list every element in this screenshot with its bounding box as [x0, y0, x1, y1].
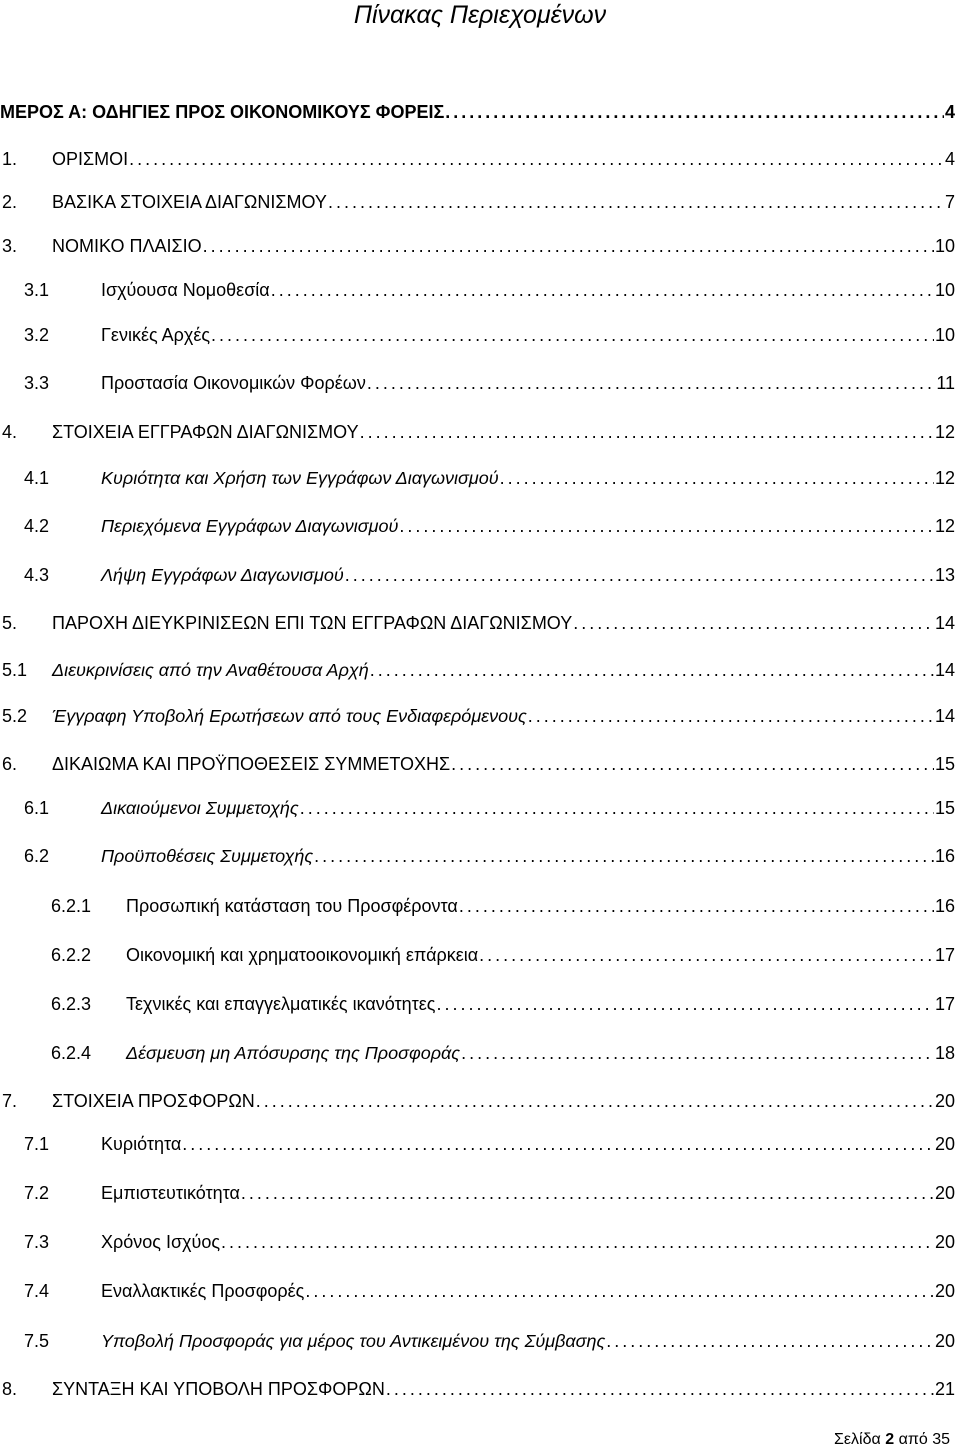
page-footer: [834, 1430, 950, 1450]
toc-page-number: 7: [944, 192, 955, 212]
toc-entry-text: ΣΤΟΙΧΕΙΑ ΕΓΓΡΑΦΩΝ ΔΙΑΓΩΝΙΣΜΟΥ: [52, 422, 359, 442]
footer-page-number: 2: [885, 1431, 895, 1448]
toc-leader: [328, 189, 944, 215]
toc-page-number: 12: [934, 516, 955, 536]
toc-page-number: 10: [934, 325, 955, 345]
toc-page-number: 16: [934, 846, 955, 866]
toc-entry[interactable]: [0, 843, 960, 869]
toc-entry-number: 2.: [2, 192, 18, 212]
toc-entry[interactable]: [0, 513, 960, 539]
toc-entry[interactable]: [0, 751, 960, 777]
toc-page-number: 4: [944, 102, 955, 122]
toc-entry-text: Προϋποθέσεις Συμμετοχής: [101, 846, 314, 866]
toc-page-number: 13: [934, 565, 955, 585]
toc-leader: [386, 1376, 934, 1402]
toc-leader: [314, 843, 934, 869]
toc-entry-number: 7.2: [24, 1183, 50, 1203]
toc-page-number: 20: [934, 1331, 955, 1351]
toc-entry-text: ΝΟΜΙΚΟ ΠΛΑΙΣΙΟ: [52, 236, 202, 256]
toc-leader: [528, 703, 934, 729]
toc-entry-text: ΜΕΡΟΣ Α: ΟΔΗΓΙΕΣ ΠΡΟΣ ΟΙΚΟΝΟΜΙΚΟΥΣ ΦΟΡΕΙΣ: [0, 102, 445, 122]
toc-entry-text: Χρόνος Ισχύος: [101, 1232, 221, 1252]
toc-entry-text: Ισχύουσα Νομοθεσία: [101, 280, 270, 300]
toc-entry-text: Περιεχόμενα Εγγράφων Διαγωνισμού: [101, 516, 399, 536]
toc-entry[interactable]: [0, 562, 960, 588]
toc-entry[interactable]: [0, 1088, 960, 1114]
toc-page-number: 12: [934, 422, 955, 442]
toc-entry-text: ΣΥΝΤΑΞΗ ΚΑΙ ΥΠΟΒΟΛΗ ΠΡΟΣΦΟΡΩΝ: [52, 1379, 385, 1399]
toc-leader: [300, 795, 934, 821]
toc-page-number: 17: [934, 994, 955, 1014]
toc-leader: [271, 277, 934, 303]
toc-entry-number: 6.: [2, 754, 18, 774]
toc-page-number: 15: [934, 798, 955, 818]
toc-entry-text: ΒΑΣΙΚΑ ΣΤΟΙΧΕΙΑ ΔΙΑΓΩΝΙΣΜΟΥ: [52, 192, 327, 212]
toc-entry-text: ΠΑΡΟΧΗ ΔΙΕΥΚΡΙΝΙΣΕΩΝ ΕΠΙ ΤΩΝ ΕΓΓΡΑΦΩΝ ΔΙΑΓΩΝΙΣΜΟΥ: [52, 613, 573, 633]
toc-entry-number: 1.: [2, 149, 18, 169]
toc-entry[interactable]: [0, 370, 960, 396]
toc-entry-text: Κυριότητα: [101, 1134, 182, 1154]
toc-page-number: 20: [934, 1183, 955, 1203]
toc-entry-number: 6.2: [24, 846, 50, 866]
toc-entry-text: Διευκρινίσεις από την Αναθέτουσα Αρχή: [52, 660, 369, 680]
toc-entry[interactable]: [0, 1180, 960, 1206]
toc-page-number: 20: [934, 1091, 955, 1111]
footer-of: από: [898, 1431, 928, 1448]
toc-page-number: 21: [934, 1379, 955, 1399]
toc-entry-number: 6.1: [24, 798, 50, 818]
toc-entry-number: 5.2: [2, 706, 28, 726]
toc-entry-number: 7.4: [24, 1281, 50, 1301]
toc-page-number: 10: [934, 280, 955, 300]
toc-entry-text: Υποβολή Προσφοράς για μέρος του Αντικειμένου της Σύμβασης: [101, 1331, 606, 1351]
toc-entry-text: ΟΡΙΣΜΟΙ: [52, 149, 129, 169]
toc-entry-number: 4.1: [24, 468, 50, 488]
toc-entry[interactable]: [0, 1328, 960, 1354]
toc-entry-text: Έγγραφη Υποβολή Ερωτήσεων από τους Ενδιαφερόμενους: [52, 706, 527, 726]
toc-entry-number: 3.3: [24, 373, 50, 393]
toc-entry[interactable]: [0, 322, 960, 348]
toc-entry-number: 5.: [2, 613, 18, 633]
toc-entry-number: 7.5: [24, 1331, 50, 1351]
toc-page-number: 15: [934, 754, 955, 774]
toc-entry-text: Εμπιστευτικότητα: [101, 1183, 240, 1203]
toc-entry[interactable]: [0, 1131, 960, 1157]
toc-entry-number: 6.2.3: [51, 994, 92, 1014]
toc-entry-number: 7.1: [24, 1134, 50, 1154]
toc-entry-number: 4.: [2, 422, 18, 442]
footer-total-pages: 35: [932, 1431, 950, 1448]
toc-entry[interactable]: [0, 146, 960, 172]
toc-entry-number: 3.: [2, 236, 18, 256]
toc-entry-text: Προσωπική κατάσταση του Προσφέροντα: [126, 896, 458, 916]
toc-entry-text: Οικονομική και χρηματοοικονομική επάρκεια: [126, 945, 479, 965]
toc-entry[interactable]: [0, 657, 960, 683]
toc-entry-text: Γενικές Αρχές: [101, 325, 211, 345]
toc-entry-number: 6.2.4: [51, 1043, 92, 1063]
toc-entry-text: ΔΙΚΑΙΩΜΑ ΚΑΙ ΠΡΟΫΠΟΘΕΣΕΙΣ ΣΥΜΜΕΤΟΧΗΣ: [52, 754, 451, 774]
toc-entry-text: Εναλλακτικές Προσφορές: [101, 1281, 305, 1301]
toc-entry-number: 5.1: [2, 660, 28, 680]
toc-leader: [221, 1229, 934, 1255]
toc-entry-number: 6.2.2: [51, 945, 92, 965]
toc-leader: [573, 610, 934, 636]
toc-entry[interactable]: [0, 233, 960, 259]
toc-entry-number: 4.3: [24, 565, 50, 585]
toc-entry[interactable]: [0, 795, 960, 821]
toc-entry-text: Προστασία Οικονομικών Φορέων: [101, 373, 366, 393]
toc-page-number: 14: [934, 660, 955, 680]
toc-entry-number: 4.2: [24, 516, 50, 536]
toc-leader: [256, 1088, 934, 1114]
toc-entry-number: 3.1: [24, 280, 50, 300]
toc-page-number: 11: [936, 373, 955, 393]
toc-entry-text: ΣΤΟΙΧΕΙΑ ΠΡΟΣΦΟΡΩΝ: [52, 1091, 255, 1111]
toc-entry-number: 3.2: [24, 325, 50, 345]
toc-entry-text: Κυριότητα και Χρήση των Εγγράφων Διαγωνισμού: [101, 468, 499, 488]
toc-entry[interactable]: [0, 277, 960, 303]
toc-page-number: 20: [934, 1134, 955, 1154]
toc-leader: [360, 419, 934, 445]
toc-entry[interactable]: [0, 99, 960, 125]
toc-entry-text: Δέσμευση μη Απόσυρσης της Προσφοράς: [126, 1043, 461, 1063]
toc-entry[interactable]: [0, 703, 960, 729]
toc-entry-number: 6.2.1: [51, 896, 92, 916]
toc-entry-number: 8.: [2, 1379, 18, 1399]
toc-entry[interactable]: [0, 1229, 960, 1255]
toc-leader: [479, 942, 934, 968]
toc-page-number: 20: [934, 1232, 955, 1252]
toc-leader: [451, 751, 934, 777]
toc-leader: [445, 99, 944, 125]
toc-leader: [436, 991, 934, 1017]
toc-entry[interactable]: [0, 419, 960, 445]
toc-entry[interactable]: [0, 610, 960, 636]
toc-entry[interactable]: [0, 942, 960, 968]
toc-entry[interactable]: [0, 465, 960, 491]
toc-page-number: 20: [934, 1281, 955, 1301]
toc-leader: [182, 1131, 934, 1157]
toc-page-number: 10: [934, 236, 955, 256]
toc-leader: [203, 233, 934, 259]
toc-entry-number: 7.3: [24, 1232, 50, 1252]
toc-leader: [305, 1278, 934, 1304]
toc-entry[interactable]: [0, 1040, 960, 1066]
toc-page-number: 18: [934, 1043, 955, 1063]
toc-entry[interactable]: [0, 1376, 960, 1402]
toc-entry-text: Λήψη Εγγράφων Διαγωνισμού: [101, 565, 344, 585]
toc-entry[interactable]: [0, 189, 960, 215]
footer-label: Σελίδα: [834, 1431, 881, 1448]
toc-page-number: 17: [934, 945, 955, 965]
toc-entry[interactable]: [0, 1278, 960, 1304]
toc-page-number: 14: [934, 706, 955, 726]
toc-leader: [241, 1180, 934, 1206]
toc-leader: [606, 1328, 934, 1354]
toc-leader: [461, 1040, 934, 1066]
toc-leader: [211, 322, 934, 348]
toc-leader: [367, 370, 935, 396]
toc-entry-text: Δικαιούμενοι Συμμετοχής: [101, 798, 299, 818]
toc-page-number: 14: [934, 613, 955, 633]
toc-leader: [500, 465, 934, 491]
toc-page-number: 4: [944, 149, 955, 169]
toc-entry[interactable]: [0, 991, 960, 1017]
toc-entry[interactable]: [0, 893, 960, 919]
toc-entry-number: 7.: [2, 1091, 18, 1111]
toc-leader: [459, 893, 934, 919]
toc-title: Πίνακας Περιεχομένων: [353, 1, 607, 29]
toc-leader: [129, 146, 944, 172]
toc-leader: [370, 657, 934, 683]
toc-leader: [399, 513, 934, 539]
toc-page-number: 16: [934, 896, 955, 916]
toc-leader: [345, 562, 934, 588]
toc-page-number: 12: [934, 468, 955, 488]
toc-entry-text: Τεχνικές και επαγγελματικές ικανότητες: [126, 994, 436, 1014]
